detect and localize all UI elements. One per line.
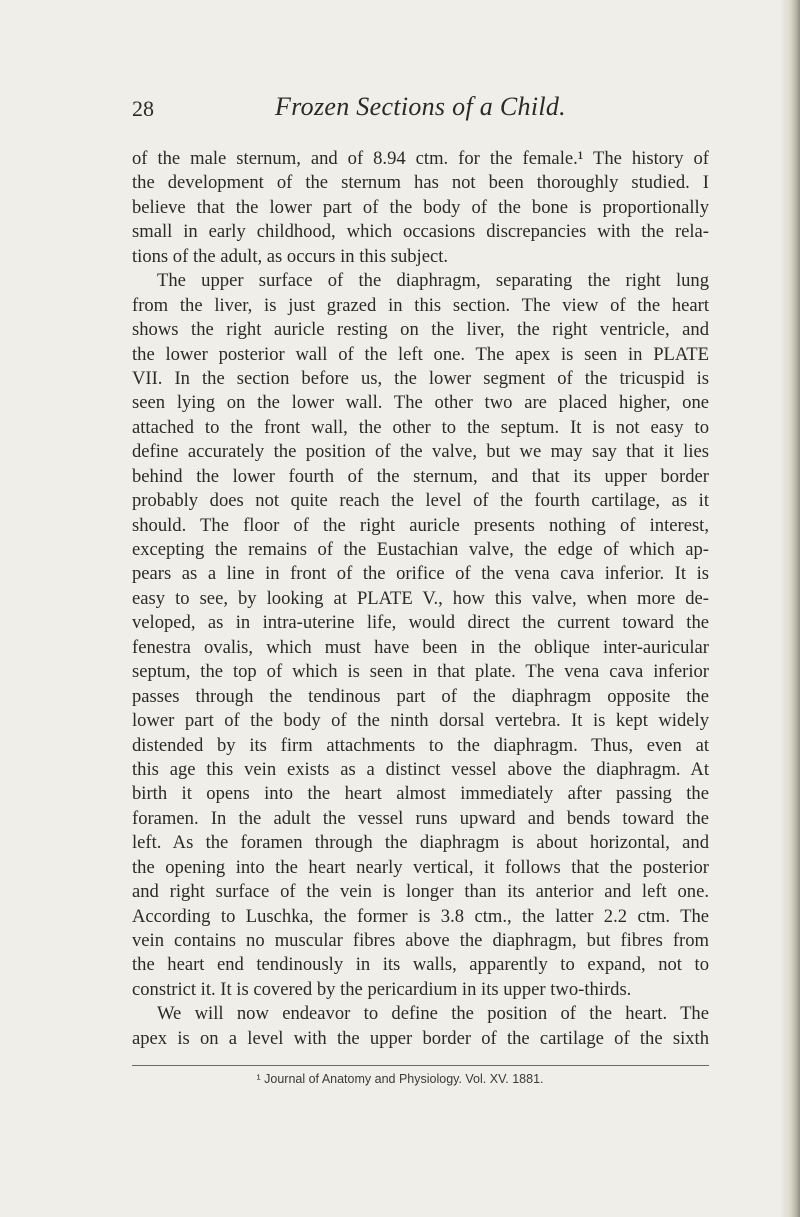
text-line: fenestra ovalis, which must have been in the oblique inter-auricular bbox=[132, 636, 709, 658]
page-number: 28 bbox=[132, 96, 154, 121]
running-title: Frozen Sections of a Child. bbox=[275, 92, 566, 121]
text-line: lower part of the body of the ninth dorsal vertebra. It is kept widely bbox=[132, 710, 709, 732]
text-line: septum, the top of which is seen in that plate. The vena cava inferior bbox=[132, 661, 709, 683]
text-line: the development of the sternum has not been thoroughly studied. I bbox=[132, 172, 709, 194]
text-line: small in early childhood, which occasions discrepancies with the rela- bbox=[132, 221, 709, 243]
text-line: left. As the foramen through the diaphragm is about horizontal, and bbox=[132, 832, 709, 854]
text-line: attached to the front wall, the other to the septum. It is not easy to bbox=[132, 416, 709, 438]
text-line: apex is on a level with the upper border of the cartilage of the sixth bbox=[132, 1027, 709, 1049]
text-line: passes through the tendinous part of the diaphragm opposite the bbox=[132, 685, 709, 707]
text-line: According to Luschka, the former is 3.8 ctm., the latter 2.2 ctm. The bbox=[132, 905, 709, 927]
text-line: probably does not quite reach the level of the fourth cartilage, as it bbox=[132, 490, 709, 512]
page-header bbox=[132, 92, 709, 132]
text-line: The upper surface of the diaphragm, separating the right lung bbox=[157, 270, 709, 292]
footnote-divider bbox=[132, 1065, 709, 1066]
text-line: the lower posterior wall of the left one. The apex is seen in PLATE bbox=[132, 343, 709, 365]
text-line: this age this vein exists as a distinct vessel above the diaphragm. At bbox=[132, 758, 709, 780]
text-line: should. The floor of the right auricle presents nothing of interest, bbox=[132, 514, 709, 536]
text-line: vein contains no muscular fibres above the diaphragm, but fibres from bbox=[132, 930, 709, 951]
text-line: behind the lower fourth of the sternum, and that its upper border bbox=[132, 465, 709, 487]
text-line: birth it opens into the heart almost immediately after passing the bbox=[132, 783, 709, 805]
text-line: VII. In the section before us, the lower segment of the tricuspid is bbox=[132, 367, 709, 389]
footnote: ¹ Journal of Anatomy and Physiology. Vol. XV. 1881. bbox=[256, 1072, 544, 1086]
text-line: and right surface of the vein is longer than its anterior and left one. bbox=[132, 881, 709, 903]
text-line: easy to see, by looking at PLATE V., how this valve, when more de- bbox=[132, 587, 709, 609]
text-line: We will now endeavor to define the position of the heart. The bbox=[157, 1003, 709, 1025]
text-line: the heart end tendinously in its walls, apparently to expand, not to bbox=[132, 954, 709, 976]
text-line: seen lying on the lower wall. The other two are placed higher, one bbox=[132, 392, 709, 414]
text-line: tions of the adult, as occurs in this subject. bbox=[132, 245, 449, 267]
text-line: from the liver, is just grazed in this section. The view of the heart bbox=[132, 294, 709, 316]
text-line: foramen. In the adult the vessel runs upward and bends toward the bbox=[132, 807, 709, 829]
page-edge bbox=[786, 0, 800, 1217]
text-line: excepting the remains of the Eustachian valve, the edge of which ap- bbox=[132, 539, 709, 560]
text-line: believe that the lower part of the body of the bone is proportionally bbox=[132, 196, 709, 218]
text-line: the opening into the heart nearly vertical, it follows that the posterior bbox=[132, 856, 709, 878]
text-line: define accurately the position of the valve, but we may say that it lies bbox=[132, 441, 709, 463]
text-line: distended by its firm attachments to the diaphragm. Thus, even at bbox=[132, 734, 709, 756]
text-line: shows the right auricle resting on the liver, the right ventricle, and bbox=[132, 319, 709, 341]
text-line: of the male sternum, and of 8.94 ctm. for the female.¹ The history of bbox=[132, 148, 709, 169]
text-line: veloped, as in intra-uterine life, would direct the current toward the bbox=[132, 612, 709, 634]
text-line: constrict it. It is covered by the pericardium in its upper two-thirds. bbox=[132, 978, 632, 1000]
text-line: pears as a line in front of the orifice of the vena cava inferior. It is bbox=[132, 563, 709, 585]
body-text bbox=[132, 147, 709, 1051]
